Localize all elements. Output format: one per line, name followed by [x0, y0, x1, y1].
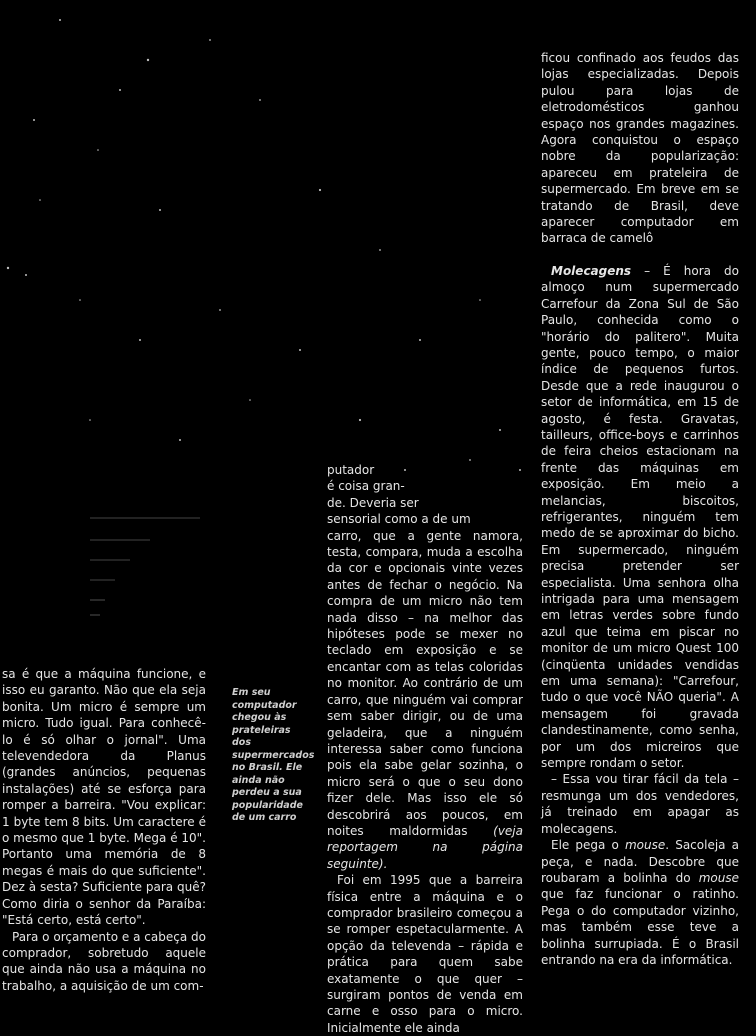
page-reference: (veja reportagem na página seguinte). — [327, 823, 523, 871]
paragraph-molecagens — [541, 263, 739, 772]
text-run: Ele pega o — [551, 838, 619, 853]
paragraph: sa é que a máquina funcione, e isso eu garanto. Não que ela seja bonita. Um micro é sempre um micro. Tudo igual. Para conhecê-lo é só olhar o jornal". Uma televendedora da Planus (grandes anúncios, pequenas instalações) até se esforça para romper a barreira. "Vou explicar: 1 byte tem 8 bits. Um caractere é o mesmo que 1 byte. Mega é 10". Portanto uma memória de 8 megas é mais do que suficiente". Dez à sesta? Suficiente para quê? Como diria o senhor da Paraíba: "Está certo, está certo". — [2, 667, 206, 928]
mouse-term-2: mouse — [698, 870, 739, 885]
photo-caption: Em seu computador chegou às prateleiras dos supermercados no Brasil. Ele ainda não perdeu a sua popularidade de um carro — [232, 687, 315, 823]
text-column-right — [541, 50, 739, 968]
text-run: que faz funcionar o ratinho. Pega o do computador vizinho, mas também esse teve a bolinha surrupiada. É o Brasil entrando na era da informática. — [541, 887, 739, 967]
text-line: putador — [327, 463, 375, 477]
paragraph — [327, 528, 523, 873]
paragraph: Para o orçamento e a cabeça do comprador, sobretudo aquele que ainda não usa a máquina no trabalho, a aquisição de um com- — [2, 929, 206, 993]
inset-lines — [20, 480, 210, 650]
section-heading: Molecagens — [551, 263, 632, 278]
text-column-left — [2, 666, 206, 994]
paragraph: Foi em 1995 que a barreira física entre a máquina e o comprador brasileiro começou a se romper espetacularmente. A opção da televenda – rápida e prática para quem sabe exatamente o que quer – surgiram pontos de venda em carne e osso para o micro. Inicialmente ele ainda — [327, 873, 523, 1035]
text-line: é coisa gran- — [327, 479, 405, 494]
paragraph — [541, 837, 739, 968]
photo-inset-graphic — [20, 480, 210, 650]
text-line: sensorial como a de um — [327, 512, 471, 527]
paragraph-text: – É hora do almoço num supermercado Carrefour da Zona Sul de São Paulo, conhecida como o "horário do palitero". Muita gente, pouco tempo, o maior índice de pequenos furtos. Desde que a rede inaugurou o setor de informática, em 15 de agosto, é festa. Gravatas, tailleurs, office-boys e carrinhos de feira cheios estacionam na frente das máquinas em exposição. Em meio a melancias, biscoitos, refrigerantes, ninguém tem medo de se aproximar do bicho. Em supermercado, ninguém precisa pretender ser especialista. Uma senhora olha intrigada para uma mensagem em letras verdes sobre fundo azul que teima em piscar no monitor de um micro Quest 100 (cinqüenta unidades vendidas em uma semana): "Carrefour, tudo o que você NÃO queria". A mensagem foi gravada clandestinamente, como senha, por um dos micreiros que sempre rondam o setor. — [541, 263, 739, 771]
paragraph-text: carro, que a gente namora, testa, compara, muda a escolha da cor e opcionais vinte vezes antes de fechar o negócio. Na compra de um micro não tem nada disso – na melhor das hipóteses pode se mexer no teclado em exposição e se encantar com as telas coloridas no monitor. Ao contrário de um carro, que ninguém vai comprar sem saber dirigir, ou de uma geladeira, que a ninguém interessa saber como funciona pois ela sabe gelar sozinha, o micro será o que o seu dono fizer dele. Mas isso ele só descobrirá aos poucos, em noites maldormidas — [327, 528, 523, 838]
paragraph: ficou confinado aos feudos das lojas especializadas. Depois pulou para lojas de eletrodomésticos ganhou espaço nos grandes magazines. Agora conquistou o espaço nobre da popularização: apareceu em prateleira de supermercado. Em breve em se tratando de Brasil, deve aparecer computador em barraca de camelô — [541, 51, 739, 246]
text-line: de. Deveria ser — [327, 495, 419, 510]
paragraph: – Essa vou tirar fácil da tela – resmunga um dos vendedores, já treinado em apagar as molecagens. — [541, 772, 739, 836]
text-column-middle — [327, 462, 523, 1036]
text-run: . Sacoleja a peça, e nada. Descobre que roubaram a bolinha do — [541, 838, 739, 885]
mouse-term: mouse — [624, 838, 666, 853]
